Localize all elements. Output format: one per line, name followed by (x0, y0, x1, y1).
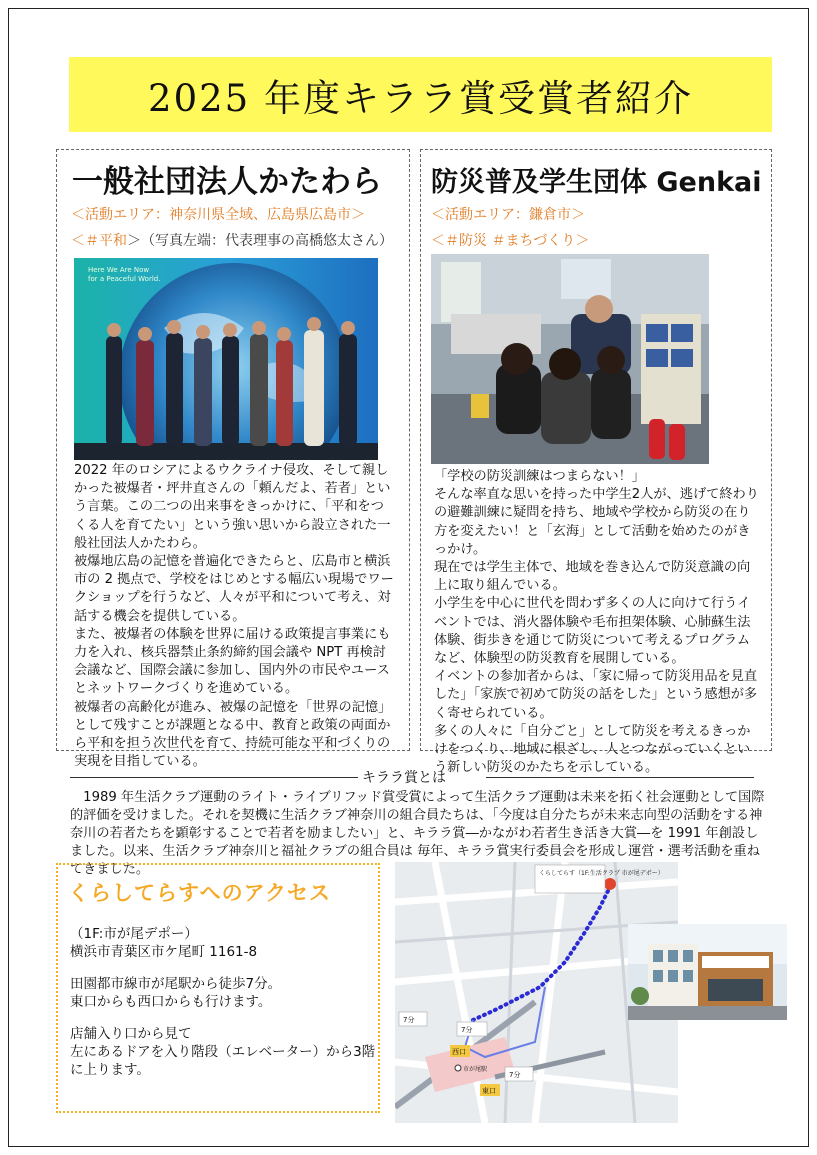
photo-caption: ＞（写真左端：代表理事の高橋悠太さん） (127, 233, 393, 249)
genkai-description (434, 468, 760, 777)
tag-open: ＜ (71, 233, 85, 249)
walk-time-label: 7分 (509, 1071, 521, 1079)
title-banner (69, 57, 772, 132)
walk-time-label: 7分 (461, 1026, 473, 1034)
access-details (70, 925, 376, 1079)
card-katawara (56, 149, 410, 770)
kirara-heading-text: キララ賞とは (362, 770, 446, 786)
divider (486, 777, 754, 778)
divider (70, 777, 358, 778)
org-name: 防災普及学生団体 Genkai (431, 167, 762, 198)
station-label: 市が尾駅 (463, 1066, 488, 1073)
access-line: 店舗入り口から見て (70, 1026, 192, 1042)
paragraph: そんな率直な思いを持った中学生2人が、逃げて終わりの避難訓練に疑問を持ち、地域や学校から防災の在り方を変えたい！と「玄海」として活動を始めたのがきっかけ。 (434, 487, 759, 557)
east-exit-label: 東口 (482, 1087, 496, 1095)
photo-banner-text: Here We Are Now (88, 266, 150, 274)
walk-time-label: 7分 (403, 1016, 415, 1024)
paragraph: 被爆地広島の記憶を普遍化できたらと、広島市と横浜市の 2 拠点で、学校をはじめとする幅広い現場でワークショップを行うなど、人々が平和について考え、対話する機会を提供している。 (74, 554, 394, 624)
org-name: 一般社団法人かたわら (72, 164, 382, 200)
paragraph: イベントの参加者からは、「家に帰って防災用品を見直した」「家族で初めて防災の話をした」という感想が多く寄せられている。 (434, 669, 758, 721)
access-line: （1F:市が尾デポー） (70, 926, 198, 942)
page-title: 2025 年度キララ賞受賞者紹介 (148, 76, 693, 120)
group-photo (74, 258, 378, 460)
access-address: 横浜市青葉区市ケ尾町 1161-8 (70, 944, 258, 960)
paragraph: また、被爆者の体験を世界に届ける政策提言事業にも力を入れ、核兵器禁止条約締約国会議や NPT 再検討会議など、国際会議に参加し、国内外の市民やユースとネットワークづくりを進めている。 (74, 626, 391, 697)
activity-area: ＜活動エリア：神奈川県全域、広島県広島市＞ (71, 207, 365, 223)
access-box (56, 863, 380, 1113)
paragraph: 多くの人々に「自分ごと」として防災を考えるきっかけをつくり、地域に根ざし、人とつながっていくという新しい防災のかたちを示している。 (434, 723, 751, 776)
building-photo (628, 924, 787, 1020)
katawara-description (74, 462, 396, 771)
access-line: 東口からも西口からも行けます。 (70, 994, 272, 1010)
map-pin-label: くらしてらす（1F:生活クラブ 市が尾デポー） (539, 870, 664, 877)
tag-line (71, 230, 393, 250)
access-title: くらしてらすへのアクセス (68, 881, 331, 905)
paragraph: 2022 年のロシアによるウクライナ侵攻、そして親しかった被爆者・坪井直さんの「頼んだよ、若者」という言葉。この二つの出来事をきっかけに、「平和をつくる人を育てたい」という強い思いから設立された一般社団法人かたわら。 (74, 463, 391, 551)
kirara-heading (70, 767, 754, 787)
west-exit-label: 西口 (452, 1048, 466, 1056)
access-line: 田園都市線市が尾駅から徒歩7分。 (70, 976, 282, 992)
paragraph: 「学校の防災訓練はつまらない！」 (434, 469, 645, 484)
tag-line: ＜＃防災 ＃まちづくり＞ (431, 233, 590, 249)
card-genkai (420, 149, 772, 776)
activity-area: ＜活動エリア：鎌倉市＞ (431, 207, 585, 223)
svg-text:for a Peaceful World.: for a Peaceful World. (88, 275, 161, 283)
kirara-description: 1989 年生活クラブ運動のライト・ライブリフッド賞受賞によって生活クラブ運動は未来を拓く社会運動として国際的評価を受けました。それを契機に生活クラブ神奈川の組合員たちは、「今度は自分たちが未来志向型の活動をする神奈川の若者たちを顕彰することで若者を励ましたい」と、キララ賞―かながわ若者生き活き大賞―を 1991 年創設しました。以来、生活クラブ神奈川と福祉クラブの組合員は 毎年、キララ賞実行委員会を形成し運営・選考活動を重ねてきました。 (70, 790, 765, 877)
paragraph: 現在では学生主体で、地域を巻き込んで防災意識の向上に取り組んでいる。 (434, 560, 751, 594)
event-photo (431, 254, 709, 464)
paragraph: 被爆者の高齢化が進み、被爆の記憶を「世界の記憶」として残すことが課題となる中、教育と政策の両面から平和を担う次世代を育て、持続可能な平和づくりの実現を目指している。 (74, 699, 392, 770)
paragraph: 小学生を中心に世代を問わず多くの人に向けて行うイベントでは、消火器体験や毛布担架体験、心肺蘇生法体験、街歩きを通じて防災について考えるプログラムなど、体験型の防災教育を展開している。 (434, 596, 751, 667)
access-line: 左にあるドアを入り階段（エレベーター）から3階に上ります。 (70, 1044, 376, 1078)
tag-peace: ＃平和 (85, 233, 127, 249)
